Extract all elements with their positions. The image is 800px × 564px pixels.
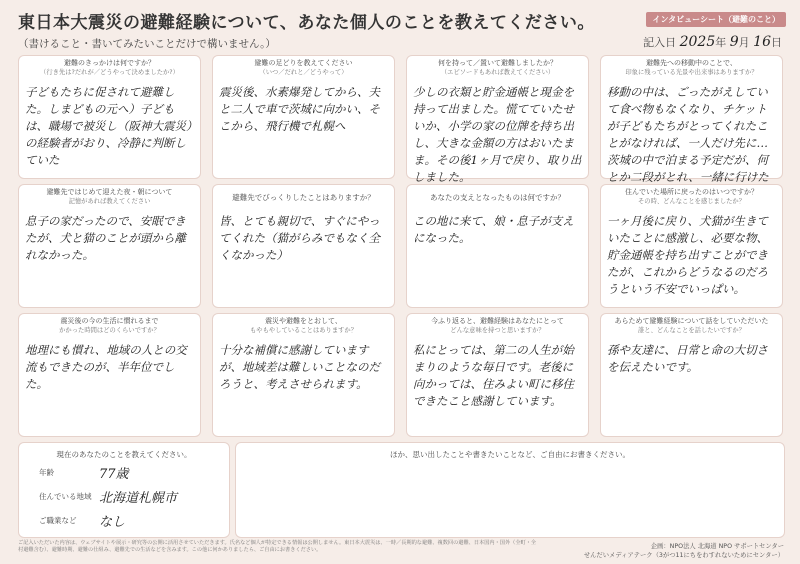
question-text: 避難の足どりを教えてください: [254, 59, 353, 67]
question-card: [406, 184, 589, 308]
free-comment-title: ほか、思い出したことや書きたいことなど、ご自由にお書きください。: [390, 450, 630, 459]
handwritten-answer: 息子の家だったので、安眠できたが、犬と猫のことが頭から離れなかった。: [25, 214, 186, 262]
question-grid: [18, 55, 785, 438]
question-card: [212, 55, 395, 179]
handwritten-answer: この地に来て、娘・息子が支えになった。: [413, 214, 574, 245]
question-heading: [213, 314, 394, 338]
question-subtext: （行き先は?だれが／どうやって決めましたか?）: [40, 69, 179, 76]
question-card: [406, 313, 589, 437]
question-card: [18, 313, 201, 437]
question-heading: [601, 314, 782, 338]
handwritten-answer: 一ヶ月後に戻り、犬猫が生きていたことに感激し、必要な物、貯金通帳を持ち出すことができたが、これからどうなるのだろうという不安でいっぱい。: [607, 214, 768, 296]
question-subtext: どんな意味を持つと思いますか？: [450, 327, 545, 334]
handwritten-answer: 地理にも慣れ、地域の人との交流もできたのが、半年位でした。: [25, 343, 187, 391]
question-card: [212, 184, 395, 308]
notes-row: [39, 511, 221, 529]
notes-value: なし: [99, 514, 126, 530]
question-subtext: もやもやしていることはありますか？: [249, 327, 358, 334]
footer-credit-1: 企画：NPO法人 北海道 NPO サポートセンター: [650, 543, 784, 550]
question-heading: [601, 56, 782, 80]
question-subtext: （いつ／だれと／どうやって）: [259, 69, 348, 76]
question-heading: [407, 56, 588, 80]
question-subtext: かかった時間はどのくらいですか？: [59, 327, 160, 334]
question-heading: [19, 314, 200, 338]
sheet-tag: インタビューシート（避難のこと）: [646, 12, 786, 27]
question-text: 何を持って／置いて避難しましたか？: [438, 59, 557, 67]
footer-credits: [584, 542, 784, 560]
notes-label: ご職業など: [39, 515, 77, 525]
date-month: 9: [729, 34, 739, 50]
date-year: 2025: [679, 34, 716, 50]
date-day-unit: 日: [771, 36, 782, 49]
date-label: 記入日: [643, 36, 677, 49]
question-card: [18, 184, 201, 308]
question-text: 今ふり返ると、避難経験はあなたにとって: [431, 317, 564, 325]
question-card: [600, 55, 783, 184]
handwritten-answer: 震災後、水素爆発してから、夫と二人で車で茨城に向かい、そこから、飛行機で札幌へ: [219, 85, 380, 133]
handwritten-answer: 皆、とても親切で、すぐにやってくれた（猫がらみでもなく全くなかった）: [219, 214, 380, 262]
place-row: [39, 487, 221, 505]
handwritten-answer: 孫や友達に、日常と命の大切さを伝えたいです。: [607, 343, 768, 374]
profile-title: 現在のあなたのことを教えてください。: [56, 450, 192, 459]
free-comment-card: [235, 442, 785, 538]
question-subtext: 誰と、どんなことを話したいですか？: [637, 327, 746, 334]
handwritten-answer: 私にとっては、第二の人生が始まりのような毎日です。老後に向かっては、住みよい町に移住できたこと感謝しています。: [413, 343, 574, 408]
question-heading: [407, 185, 588, 209]
question-subtext: （エピソードもあれば教えてください）: [440, 69, 555, 76]
profile-card: [18, 442, 230, 538]
date-year-unit: 年: [715, 36, 727, 49]
question-heading: [213, 56, 394, 80]
page-title: 東日本大震災の避難経験について、あなた個人のことを教えてください。: [18, 13, 595, 33]
question-card: [212, 313, 395, 437]
question-text: 避難先への移動中のことで、: [646, 59, 737, 67]
question-heading: [19, 185, 200, 209]
handwritten-answer: 十分な補償に感謝していますが、地域差は難しいことなのだろうと、考えさせられます。: [219, 343, 380, 391]
handwritten-answer: 少しの衣類と貯金通帳と現金を持って出ました。慌てていたせいか、小学の家の位牌を持ち出し、大きな金額の方はおいたまま。その後1ヶ月で戻り、取り出しました。: [413, 85, 582, 184]
handwritten-answer: 子どもたちに促されて避難した。しまどもの元へ）子どもは、職場で被災し（阪神大震災）の経験者がおり、冷静に判断していた: [25, 85, 192, 167]
footer-credit-2: せんだいメディアテーク（3がつ11にちをわすれないためにセンター）: [583, 552, 784, 559]
date-month-unit: 月: [738, 36, 750, 49]
question-heading: [601, 185, 782, 209]
place-label: 住んでいる地域: [39, 491, 92, 501]
question-heading: [407, 314, 588, 338]
handwritten-answer: 移動の中は、ごったがえしていて食べ物もなくなり、チケットが子どもたちがとってくれたことがなければ、一人だけ先に…茨城の中で泊まる予定だが、何とか二段がとれ、一緒に行けた: [607, 85, 769, 184]
question-card: [406, 55, 589, 184]
age-value: 77歳: [99, 466, 129, 482]
entry-date: [643, 34, 782, 50]
question-card: [18, 55, 201, 179]
question-text: 避難のきっかけは何ですか？: [64, 59, 155, 67]
question-subtext: その時、どんなことを感じましたか？: [637, 198, 746, 205]
page-subtitle: （書けること・書いてみたいことだけで構いません。）: [18, 38, 276, 50]
question-text: 避難先ではじめて迎えた夜・朝について: [46, 188, 173, 196]
question-subtext: 印象に残っている光景や出来事はありますか？: [625, 69, 758, 76]
question-heading: [213, 185, 394, 209]
question-text: 震災や避難をとおして、: [265, 317, 342, 325]
question-text: あらためて避難経験について話をしていただいた: [614, 317, 769, 325]
age-row: [39, 463, 221, 481]
question-card: [600, 313, 783, 437]
date-day: 16: [753, 34, 771, 50]
question-card: [600, 184, 783, 308]
question-text: あなたの支えとなったものは何ですか？: [430, 192, 565, 202]
question-text: 震災後の今の生活に慣れるまで: [60, 317, 159, 325]
footer-note: ご記入いただいた内容は、ウェブサイトや展示・研究等の公開に活用させていただきます。氏名など個人が特定できる情報は公開しません。東日本大震災は、一時／長期的な避難、複数回の避難、日本国内・国外（全町・全村避難含む）、避難時期、避難の仕組み、避難先での生活などを含みます。この他に何かありましたら、ご自由にお書きください。: [18, 540, 537, 553]
place-value: 北海道札幌市: [99, 490, 178, 506]
question-text: 避難先でびっくりしたことはありますか？: [232, 192, 375, 202]
age-label: 年齢: [39, 467, 54, 477]
question-text: 住んでいた場所に戻ったのはいつですか？: [625, 188, 758, 196]
question-subtext: 記憶があれば教えてください: [68, 198, 151, 205]
question-heading: [19, 56, 200, 80]
